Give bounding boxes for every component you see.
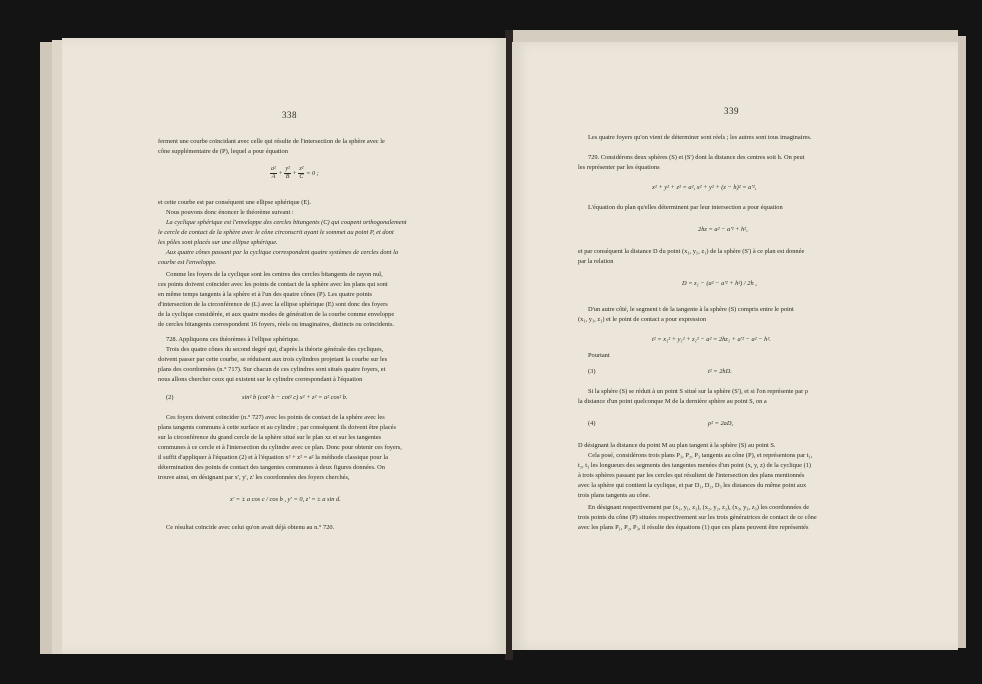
equation: D = z₁ − (a² − a'² + h²) / 2h , — [682, 280, 757, 287]
text-line: Trois des quatre cônes du second degré qui, d'après la théorie générale des cycliques, — [166, 346, 384, 353]
text-line: plans tangents communs à cette surface et au cylindre ; par conséquent ils doivent être placés — [158, 424, 396, 431]
text-line: Ce résultat coïncide avec celui qu'on avait déjà obtenu au n.° 720. — [166, 524, 335, 531]
equation: sin² b (cot² b − cot² c) x² + z² = a² cos² b. — [242, 394, 348, 401]
equation-tag: (2) — [166, 394, 174, 401]
text-line: le cercle de contact de la sphère avec le cône circonscrit ayant le sommet au point P, et dont — [158, 229, 394, 236]
equation: 2hz = a² − a'² + h², — [698, 226, 748, 233]
text-line: détermination des points de contact des tangentes communes à deux figures données. On — [158, 464, 385, 471]
text-line: les pôles sont placés sur une ellipse sphérique. — [158, 239, 278, 246]
text-line: L'équation du plan qu'elles déterminent par leur intersection a pour équation — [588, 204, 783, 211]
right-page — [512, 42, 958, 650]
text-line: La cyclique sphérique est l'enveloppe des cercles bitangents (C) qui coupent orthogonalement — [166, 219, 407, 226]
text-line: Pourtant — [588, 352, 610, 359]
equation: ρ² = 2aD, — [708, 420, 734, 427]
left-page — [62, 38, 506, 654]
text-line: Si la sphère (S) se réduit à un point S situé sur la sphère (S'), et si l'on représente par ρ — [588, 388, 809, 395]
equation: t² = 2hD. — [708, 368, 732, 375]
text-line: trois points du cône (P) situées respectivement sur les trois génératrices de contact de ce cône — [578, 514, 817, 521]
text-line: doivent passer par cette courbe, se réduisent aux trois cylindres projetant la courbe sur les — [158, 356, 388, 363]
text-line: en même temps tangents à la sphère et à l'un des quatre cônes (P). Les quatre points — [158, 291, 372, 298]
text-line: Comme les foyers de la cyclique sont les centres des cercles bitangents de rayon nul, — [166, 271, 383, 278]
text-line: à trois sphères passant par les cercles qui résultent de l'intersection des plans mentionnés — [578, 472, 805, 479]
text-line: (x₁, y₁, z₁) et le point de contact a pour expression — [578, 316, 707, 323]
text-line: plans des coordonnées (n.° 717). Sur chacun de ces cylindres sont situés quatre foyers, et — [158, 366, 386, 373]
text-line: trouve ainsi, en désignant par x', y', z' les coordonnées des foyers cherchés, — [158, 474, 350, 481]
text-line: par la relation — [578, 258, 614, 265]
text-line: les représenter par les équations — [578, 164, 660, 171]
equation-tag: (3) — [588, 368, 596, 375]
page-number: 338 — [282, 110, 297, 120]
equation: $\frac{\text{a²}}{A}$ + $\frac{\text{y²}}{B}$ + $\frac{\text{z²}}{C}$ = 0 ; — [271, 166, 319, 180]
text-line: D'un autre côté, le segment t de la tangente à la sphère (S) compris entre le point — [588, 306, 794, 313]
text-line: trois plans tangents au cône. — [578, 492, 651, 499]
text-line: de cercles bitangents correspondent 16 foyers, réels ou imaginaires, distincts ou coïncidents. — [158, 321, 395, 328]
text-line: avec la sphère qui contient la cyclique, et par D₁, D₂, D₃ les distances du même point aux — [578, 482, 807, 489]
text-line: d'intersection de la circonférence de (L) avec la ellipse sphérique (E) sont donc des foyers — [158, 301, 388, 308]
text-line: courbe est l'enveloppe. — [158, 259, 217, 266]
equation-tag: (4) — [588, 420, 596, 427]
text-line: Ces foyers doivent coïncider (n.° 727) avec les points de contact de la sphère avec les — [166, 414, 385, 421]
text-line: ces points doivent coïncider avec les points de contact de la sphère avec les plans qui sont — [158, 281, 388, 288]
text-line: En désignant respectivement par (x₁, y₁, z₁), (x₂, y₂, z₂), (x₃, y₃, z₃) les coordonnées de — [588, 504, 810, 511]
text-line: Les quatre foyers qu'on vient de déterminer sont réels ; les autres sont tous imaginaires. — [588, 134, 812, 141]
text-line: ferment une courbe coïncidant avec celle qui résulte de l'intersection de la sphère avec le — [158, 138, 385, 145]
text-line: D désignant la distance du point M au plan tangent à la sphère (S) au point S. — [578, 442, 776, 449]
text-line: Cela posé, considérons trois plans P₁, P₂, P₃ tangents au cône (P), et représentons par t₁, — [588, 452, 813, 459]
text-line: communes à ce cercle et à l'intersection du cylindre avec ce plan. Donc pour obtenir ces foyers, — [158, 444, 402, 451]
equation: x² + y² + z² = a², x² + y² + (z − h)² = a'², — [652, 184, 757, 191]
text-line: Aux quatre cônes passant par la cyclique correspondent quatre systèmes de cercles dont la — [166, 249, 399, 256]
text-line: Nous pouvons donc énoncer le théorème suivant : — [166, 209, 294, 216]
equation: x' = ± a cos c / cos b , y' = 0, z' = ± a sin d. — [230, 496, 341, 503]
page-number: 339 — [724, 106, 739, 116]
text-line: il suffit d'appliquer à l'équation (2) et à l'équation x² + z² = a² la méthode classique pour la — [158, 454, 388, 461]
text-line: t₂, t₃ les longueurs des segments des tangentes menées d'un point (x, y, z) de la cyclique (1) — [578, 462, 812, 469]
text-line: avec les plans P₁, P₂, P₃, il résulte des équations (1) que ces plans peuvent être représentés — [578, 524, 809, 531]
equation: t² = x₁² + y₁² + z₁² − a² = 2hz₁ + a'² − a² − h². — [652, 336, 771, 343]
text-line: de la cyclique considérée, et aux quatre modes de génération de la courbe comme enveloppe — [158, 311, 395, 318]
text-line: et par conséquent la distance D du point (x₁, y₁, z₁) de la sphère (S') à ce plan est donnée — [578, 248, 805, 255]
text-line: sur la circonférence du grand cercle de la sphère situé sur le plan xz et sur les tangentes — [158, 434, 382, 441]
section-heading: 728. Appliquons ces théorèmes à l'ellipse sphérique. — [166, 336, 300, 343]
section-heading: 729. Considérons deux sphères (S) et (S') dont la distance des centres soit h. On peut — [588, 154, 805, 161]
text-line: la distance d'un point quelconque M de la dernière sphère au point S, on a — [578, 398, 767, 405]
text-line: et cette courbe est par conséquent une ellipse sphérique (E). — [158, 199, 311, 206]
text-line: nous allons chercher ceux qui existent sur le cylindre correspondant à l'équation — [158, 376, 363, 383]
text-line: cône supplémentaire de (P), lequel a pour équation — [158, 148, 288, 155]
